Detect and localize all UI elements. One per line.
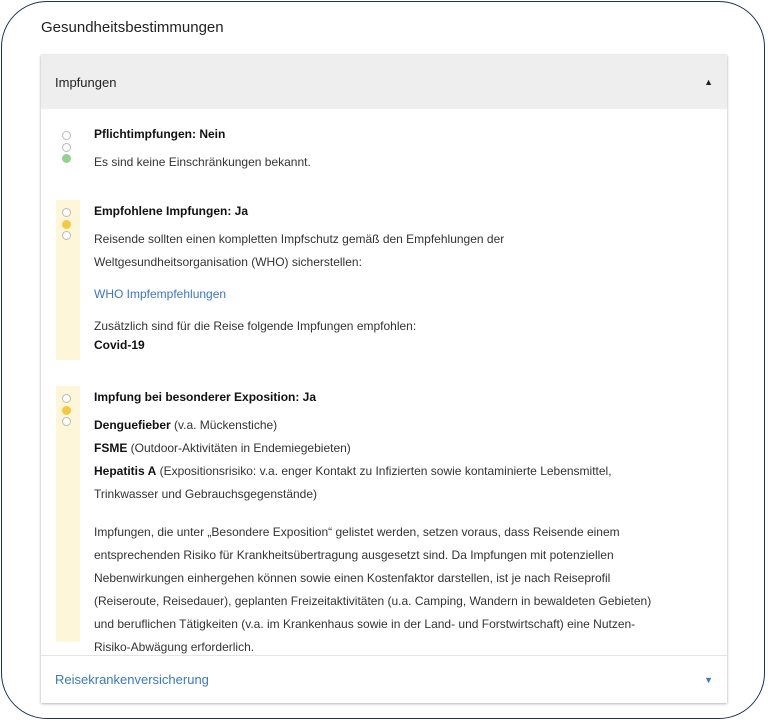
paragraph-line: (Reiseroute, Reisedauer), geplanten Freizeitaktivitäten (u.a. Camping, Wandern in bewaldeten Gebieten)	[94, 594, 652, 608]
accordion-header-label: Impfungen	[55, 74, 117, 90]
traffic-light-icon	[62, 131, 74, 166]
mandatory-text: Es sind keine Einschränkungen bekannt.	[94, 155, 311, 169]
exposure-item	[94, 460, 714, 483]
traffic-light-icon	[62, 394, 74, 429]
recommended-text-line2: Weltgesundheitsorganisation (WHO) sicherstellen:	[94, 255, 362, 269]
accordion-header-impfungen[interactable]	[41, 55, 727, 109]
exposure-item-detail: (Outdoor-Aktivitäten in Endemiegebieten)	[127, 441, 351, 455]
paragraph-line: Nebenwirkungen einhergehen können sowie einen Kostenfaktor darstellen, ist je nach Reiseprofil	[94, 571, 611, 585]
paragraph-line: Risiko-Abwägung erforderlich.	[94, 640, 255, 654]
traffic-light-red-off	[62, 208, 71, 217]
traffic-light-red-off	[62, 394, 71, 403]
traffic-light-yellow-off	[62, 143, 71, 152]
traffic-light-yellow-on	[62, 406, 71, 415]
paragraph-line: und beruflichen Tätigkeiten (v.a. im Krankenhaus sowie in der Land- und Forstwirtschaft) eine Nutzen-	[94, 617, 636, 631]
paragraph-line: Impfungen, die unter „Besondere Exposition“ gelistet werden, setzen voraus, dass Reisende einem	[94, 525, 620, 539]
traffic-light-green-on	[62, 154, 71, 163]
recommended-vaccine: Covid-19	[94, 338, 145, 352]
section-title: Gesundheitsbestimmungen	[41, 19, 224, 36]
chevron-down-icon[interactable]: ▼	[704, 674, 713, 685]
exposure-item-name: Hepatitis A	[94, 464, 157, 478]
exposure-item-name: Denguefieber	[94, 418, 171, 432]
accordion-card	[41, 55, 727, 703]
exposure-heading: Impfung bei besonderer Exposition: Ja	[94, 390, 317, 404]
exposure-item	[94, 437, 714, 460]
paragraph-line: entsprechenden Risiko für Krankheitsübertragung ausgesetzt sind. Da Impfungen mit potenziellen	[94, 548, 614, 562]
chevron-up-icon[interactable]: ▲	[704, 77, 713, 87]
traffic-light-icon	[62, 208, 74, 243]
who-recommendations-link[interactable]: WHO Impfempfehlungen	[94, 287, 227, 301]
traffic-light-yellow-on	[62, 220, 71, 229]
exposure-item-detail: (v.a. Mückenstiche)	[170, 418, 278, 432]
accordion-header-reisekrankenversicherung[interactable]	[41, 656, 727, 703]
traffic-light-red-off	[62, 131, 71, 140]
traffic-light-green-off	[62, 417, 71, 426]
exposure-item-detail: (Expositionsrisiko: v.a. enger Kontakt zu Infizierten sowie kontaminierte Lebensmittel,	[156, 464, 612, 478]
accordion-header-label[interactable]: Reisekrankenversicherung	[55, 672, 209, 687]
exposure-paragraph	[94, 521, 714, 659]
traffic-light-green-off	[62, 231, 71, 240]
recommended-heading: Empfohlene Impfungen: Ja	[94, 204, 249, 218]
exposure-item-continuation: Trinkwasser und Gebrauchsgegenstände)	[94, 487, 318, 501]
mandatory-heading: Pflichtimpfungen: Nein	[94, 127, 226, 141]
recommended-text-line1: Reisende sollten einen kompletten Impfschutz gemäß den Empfehlungen der	[94, 232, 505, 246]
exposure-item-name: FSME	[94, 441, 128, 455]
exposure-item	[94, 414, 714, 437]
recommended-additional-text: Zusätzlich sind für die Reise folgende Impfungen empfohlen:	[94, 319, 417, 333]
